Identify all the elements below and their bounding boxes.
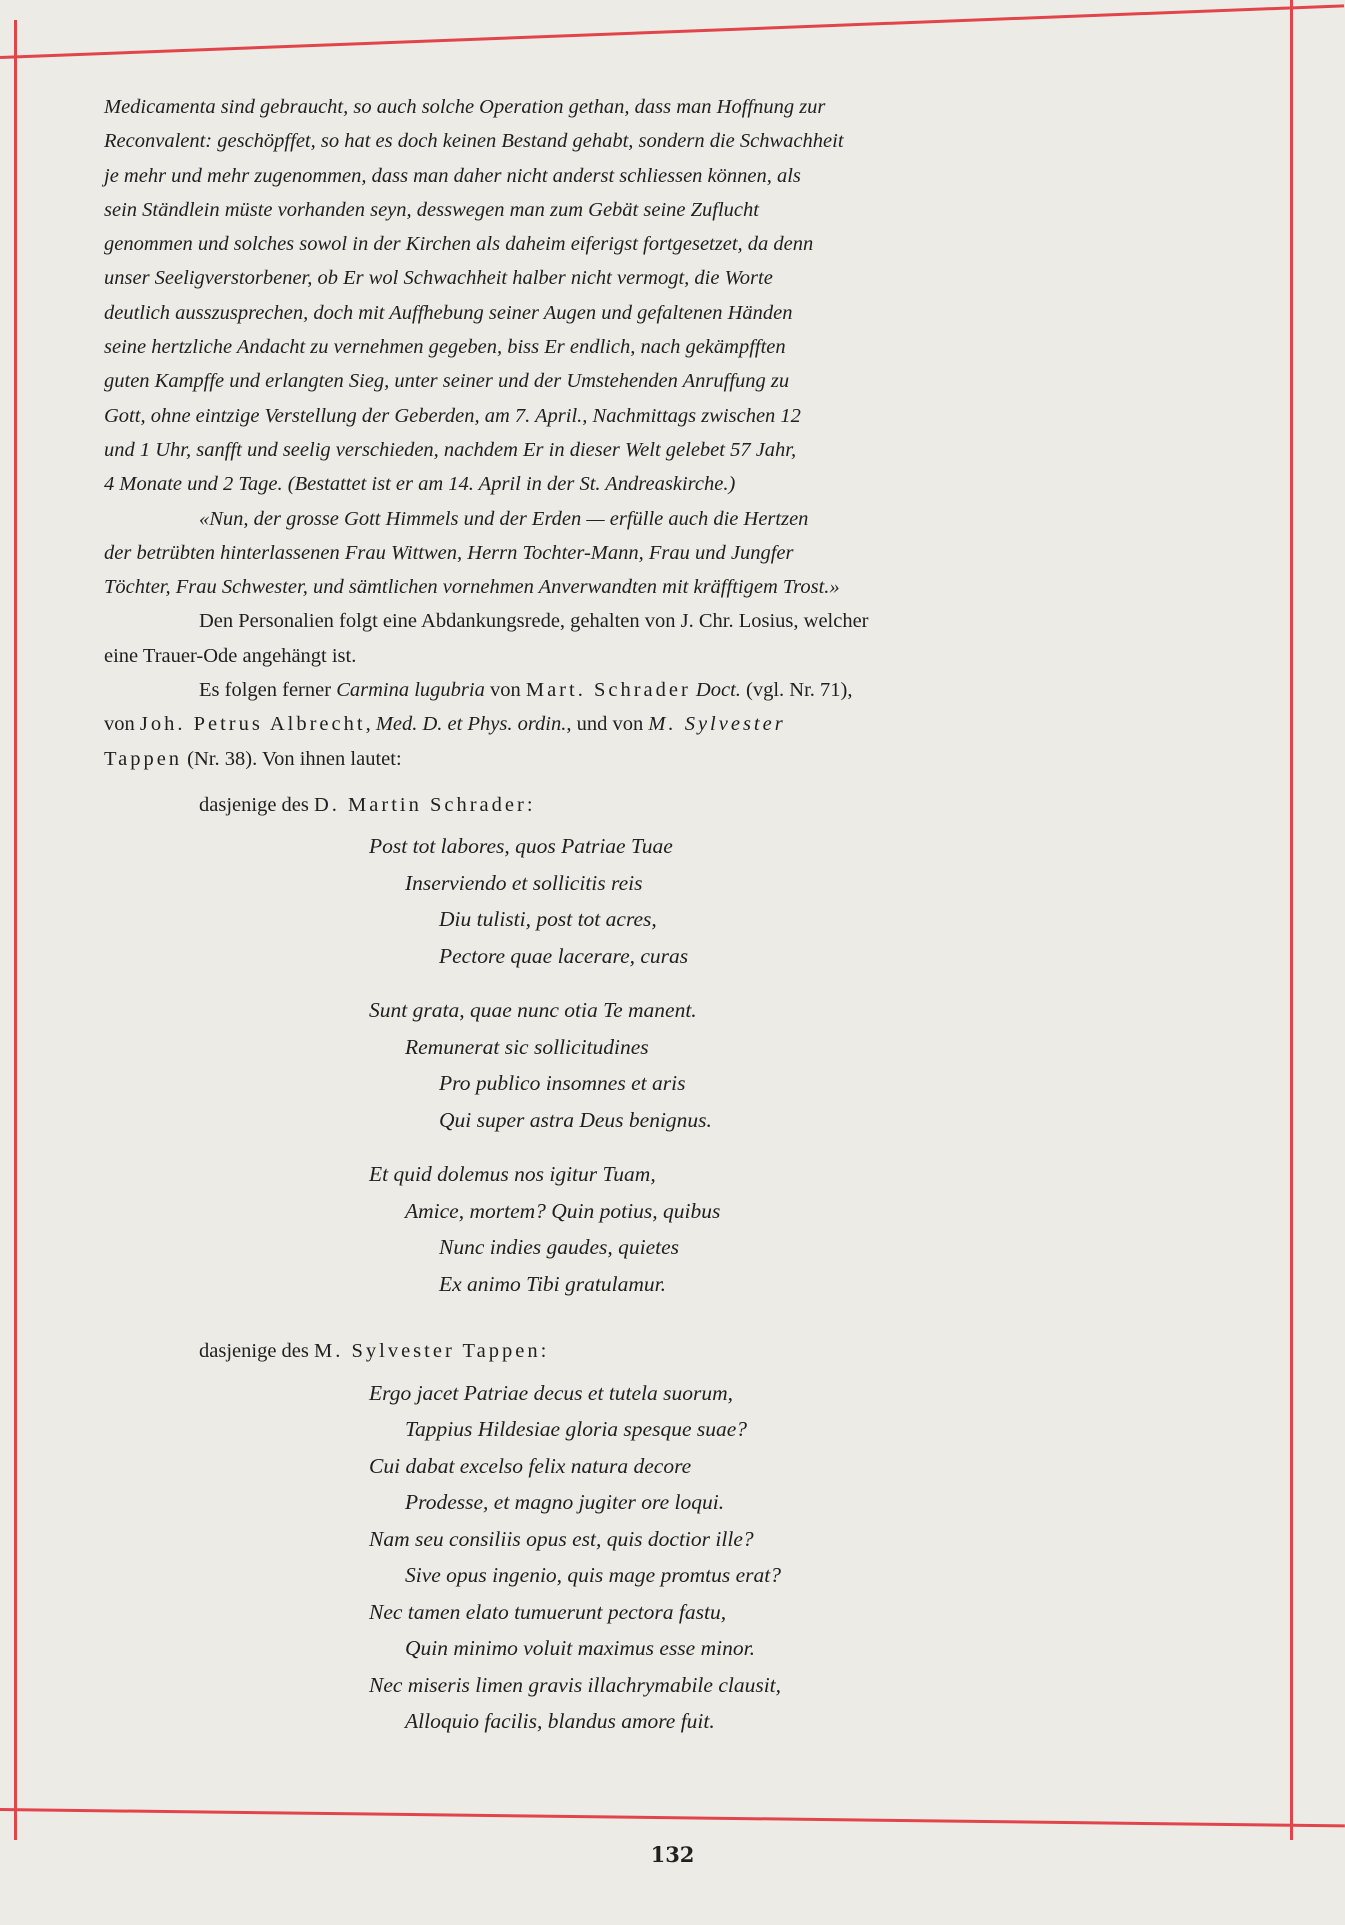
verse-line: Alloquio facilis, blandus amore fuit. (405, 1709, 715, 1734)
verse-line: Tappius Hildesiae gloria spesque suae? (405, 1417, 748, 1442)
text-line: Gott, ohne eintzige Verstellung der Geberden, am 7. April., Nachmittags zwischen 12 (104, 404, 801, 427)
ode-stanza (369, 828, 1209, 974)
text-line: und 1 Uhr, sanfft und seelig verschieden, nachdem Er in dieser Welt gelebet 57 Jahr, (104, 438, 797, 461)
text-line: Töchter, Frau Schwester, und sämtlichen vornehmen Anverwandten mit kräfftigem Trost.» (104, 576, 840, 599)
text-line: Reconvalent: geschöpffet, so hat es doch keinen Bestand gehabt, sondern die Schwachheit (104, 130, 844, 153)
text-line (104, 707, 1209, 741)
verse-line: Prodesse, et magno jugiter ore loqui. (405, 1490, 725, 1515)
text-line: deutlich ausszusprechen, doch mit Auffhebung seiner Augen und gefaltenen Händen (104, 301, 793, 324)
verse-line: Nec miseris limen gravis illachrymabile clausit, (369, 1672, 782, 1697)
verse-line: Pectore quae lacerare, curas (439, 943, 689, 968)
author-title: Med. D. et Phys. ordin. (375, 713, 567, 736)
author-name: Mart. Schrader (525, 679, 691, 702)
author-name: M. Sylvester (648, 713, 786, 736)
page-number: 132 (650, 1842, 695, 1867)
text-line: Medicamenta sind gebraucht, so auch solche Operation gethan, dass man Hoffnung zur (104, 96, 826, 118)
verse-line: Qui super astra Deus benignus. (439, 1107, 712, 1132)
text-line: eine Trauer-Ode angehängt ist. (104, 644, 357, 667)
text-run: , und von (566, 713, 649, 736)
verse-line: Pro publico insomnes et aris (439, 1071, 686, 1096)
verse-line: Quin minimo voluit maximus esse minor. (405, 1636, 755, 1661)
right-border-rule (1290, 0, 1293, 1840)
verse-line: Diu tulisti, post tot acres, (439, 907, 657, 932)
editor-note-paragraph (104, 604, 1209, 673)
author-title: Doct. (695, 679, 741, 702)
text-line: genommen und solches sowol in der Kirchen als daheim eiferigst fortgesetzet, da denn (104, 233, 814, 256)
verse-line: Cui dabat excelso felix natura decore (369, 1453, 692, 1478)
verse-line: Sunt grata, quae nunc otia Te manent. (369, 998, 697, 1023)
text-run: (vgl. Nr. 71), (740, 679, 853, 702)
verse-line: Nunc indies gaudes, quietes (439, 1235, 680, 1260)
verse-line: Et quid dolemus nos igitur Tuam, (369, 1162, 656, 1187)
author-name: Joh. Petrus Albrecht (139, 713, 366, 736)
text-run: dasjenige des (199, 793, 314, 816)
ode-stanza (369, 1156, 1209, 1302)
text-line: unser Seeligverstorbener, ob Er wol Schwachheit halber nicht vermogt, die Worte (104, 267, 773, 290)
text-run: (Nr. 38). Von ihnen lautet: (182, 747, 402, 770)
text-run: von (104, 713, 140, 736)
verse-line: Post tot labores, quos Patriae Tuae (369, 834, 673, 859)
verse-line: Ex animo Tibi gratulamur. (439, 1271, 666, 1296)
text-run: Es folgen ferner (199, 679, 337, 702)
work-title: Carmina lugubria (336, 679, 485, 702)
text-line: seine hertzliche Andacht zu vernehmen gegeben, biss Er endlich, nach gekämpfften (104, 336, 786, 359)
tappen-intro (199, 1334, 1209, 1368)
text-line: guten Kampffe und erlangten Sieg, unter seiner und der Umstehenden Anruffung zu (104, 370, 790, 393)
verse-line: Remunerat sic sollicitudines (405, 1034, 649, 1059)
verse-line: Nec tamen elato tumuerunt pectora fastu, (369, 1599, 727, 1624)
verse-line: Amice, mortem? Quin potius, quibus (405, 1198, 721, 1223)
schrader-intro (199, 788, 1209, 822)
text-line: der betrübten hinterlassenen Frau Wittwen, Herrn Tochter-Mann, Frau und Jungfer (104, 541, 794, 564)
verse-line: Nam seu consiliis opus est, quis doctior ille? (369, 1526, 754, 1551)
verse-line: Ergo jacet Patriae decus et tutela suorum, (369, 1380, 734, 1405)
text-run: von (484, 679, 526, 702)
bottom-border-rule (0, 1808, 1345, 1827)
closing-prayer-paragraph (104, 502, 1209, 605)
text-run: , (365, 713, 376, 736)
text-line (104, 673, 1209, 707)
author-name: M. Sylvester Tappen: (314, 1340, 550, 1363)
text-line: je mehr und mehr zugenommen, dass man daher nicht anderst schliessen können, als (104, 164, 801, 187)
funeral-account-paragraph (104, 90, 1209, 502)
text-run: dasjenige des (199, 1340, 314, 1363)
carmina-paragraph (104, 673, 1209, 776)
text-line (104, 742, 1209, 776)
verse-line: Sive opus ingenio, quis mage promtus erat? (405, 1563, 782, 1588)
author-name: D. Martin Schrader: (314, 793, 536, 816)
text-line: 4 Monate und 2 Tage. (Bestattet ist er am 14. April in der St. Andreaskirche.) (104, 473, 736, 496)
author-name: Tappen (104, 747, 183, 770)
ode-stanza (369, 992, 1209, 1138)
page-text (104, 90, 1209, 1740)
elegy (369, 1375, 1209, 1740)
text-line: Den Personalien folgt eine Abdankungsrede, gehalten von J. Chr. Losius, welcher (199, 610, 869, 633)
left-border-rule (14, 20, 17, 1840)
text-line: sein Ständlein müste vorhanden seyn, desswegen man zum Gebät seine Zuflucht (104, 198, 759, 221)
text-line: «Nun, der grosse Gott Himmels und der Erden — erfülle auch die Hertzen (199, 507, 809, 530)
top-border-rule (0, 4, 1344, 59)
verse-line: Inserviendo et sollicitis reis (405, 870, 643, 895)
